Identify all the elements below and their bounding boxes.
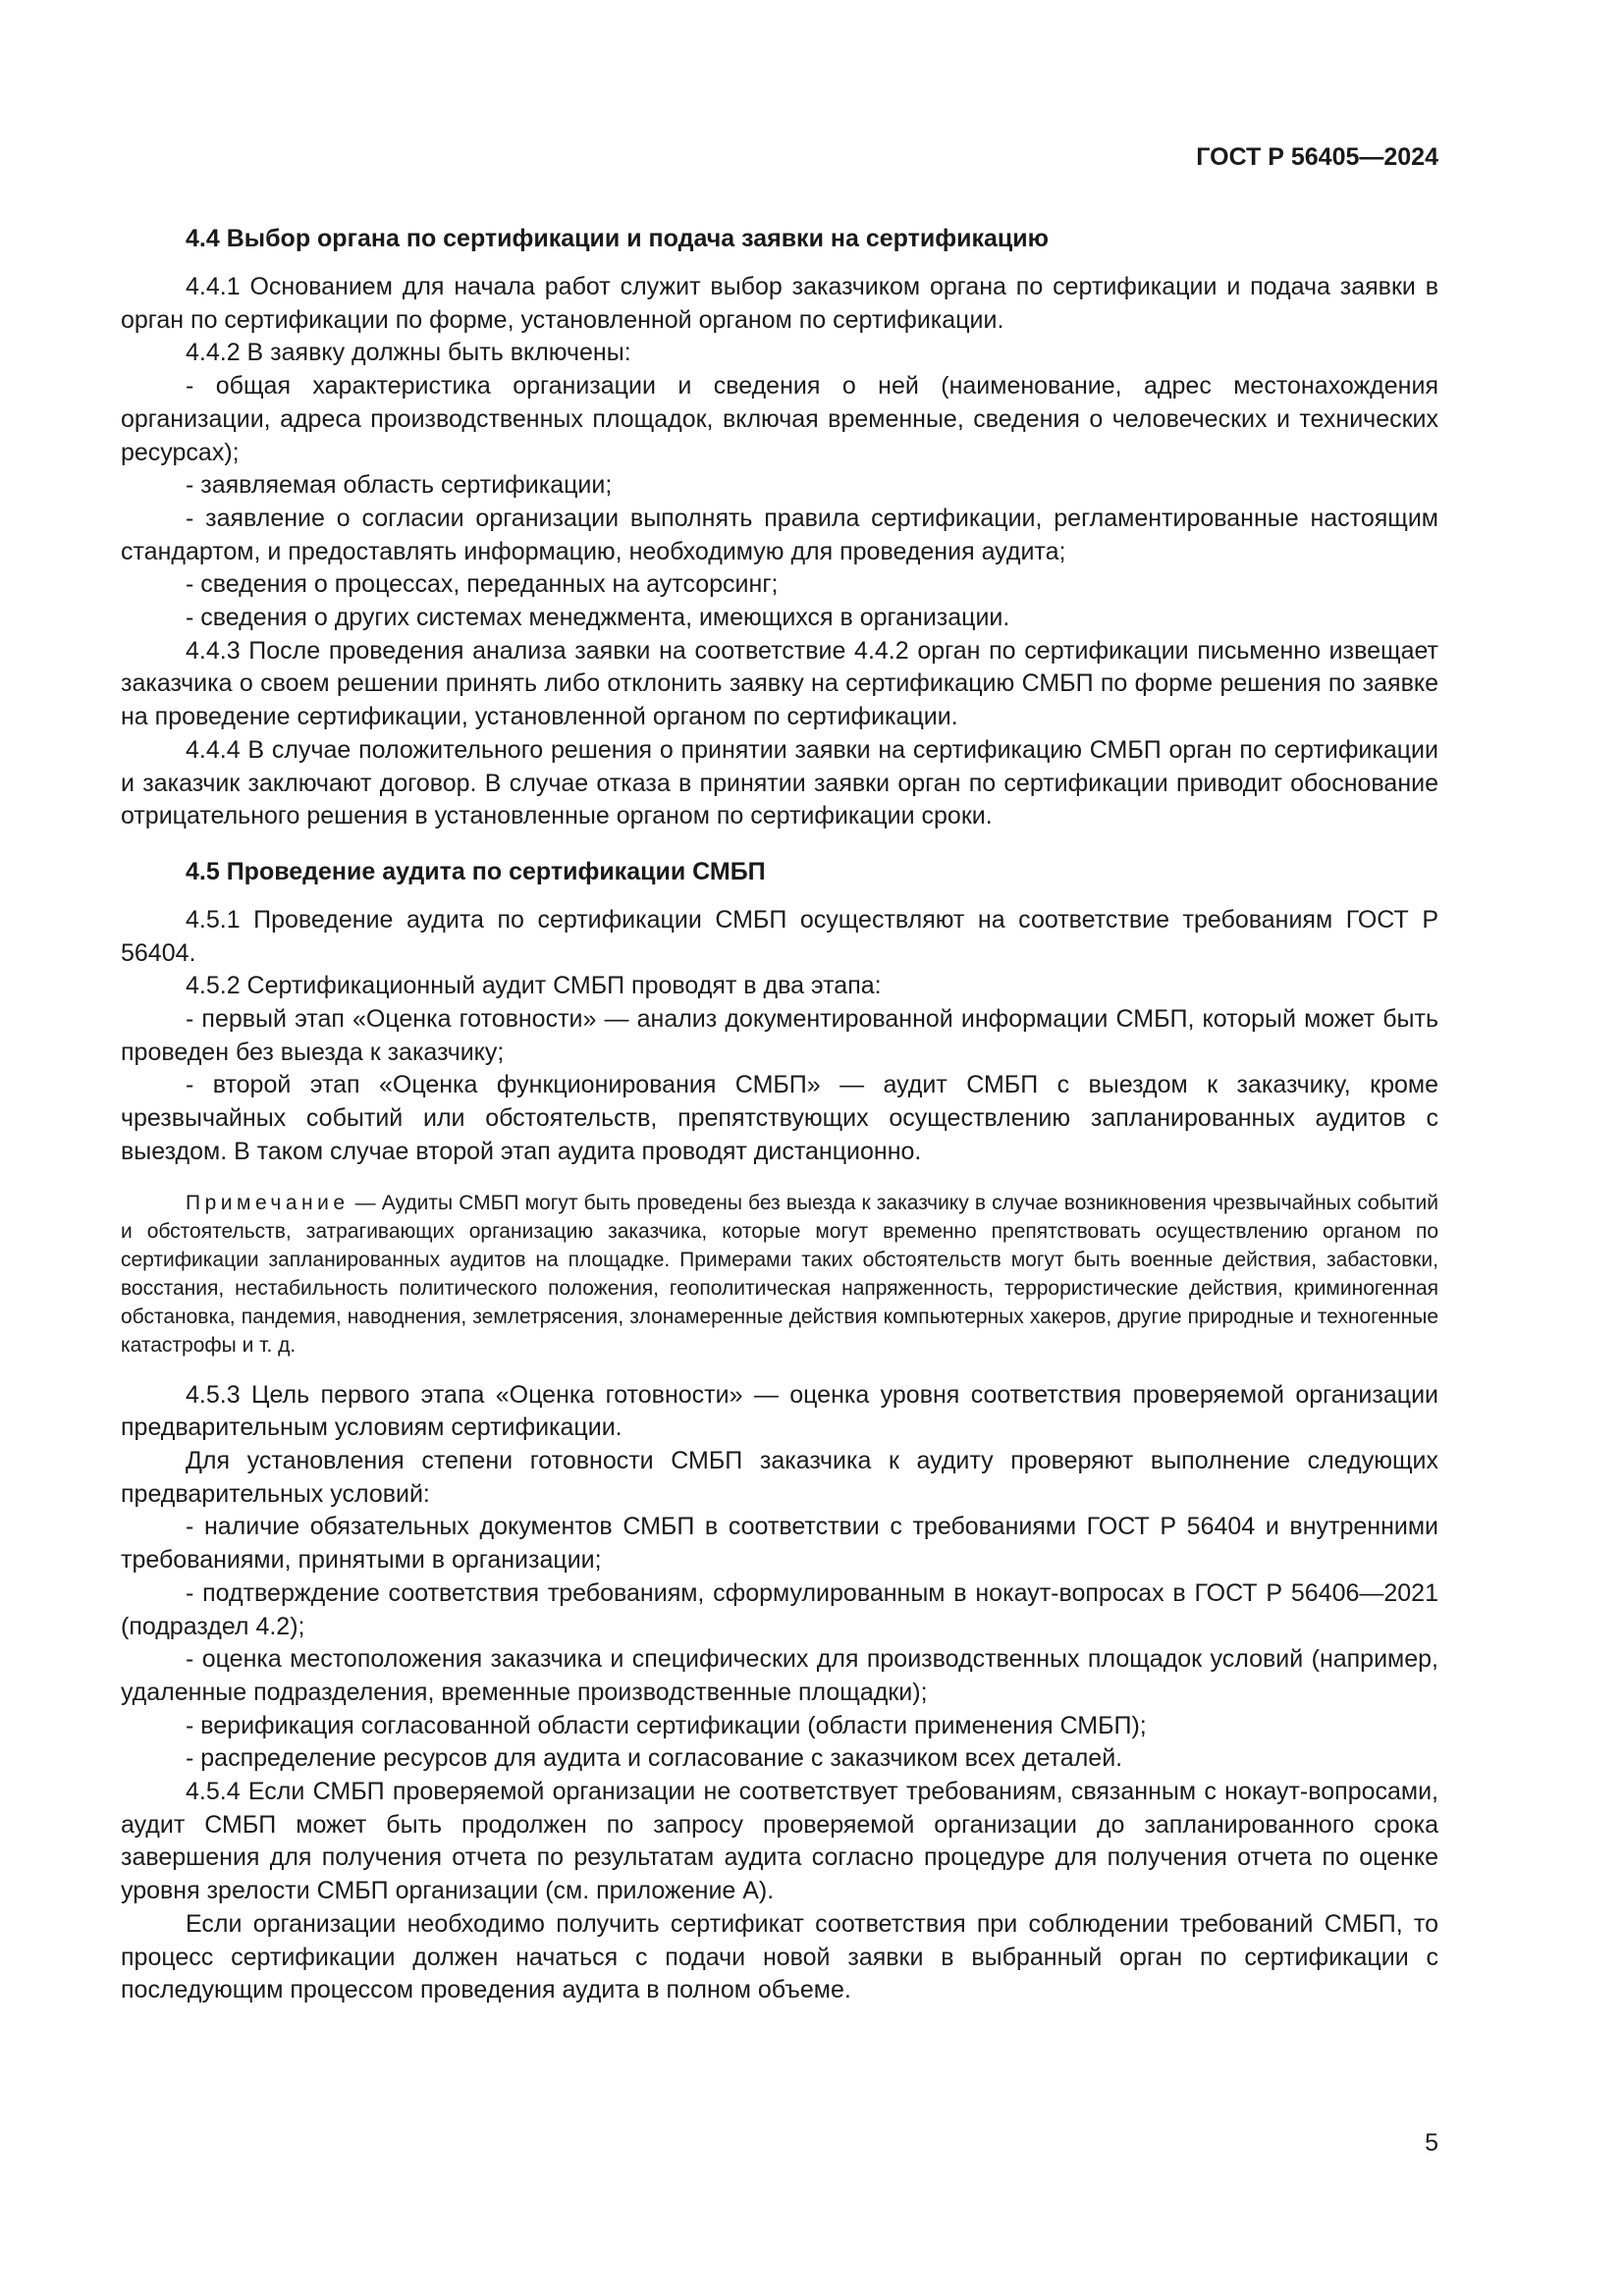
list-item: - общая характеристика организации и сведения о ней (наименование, адрес местонахождения организации, адреса производственных площадок, включая временные, сведения о человеческих и технических ресурсах); [121, 372, 1438, 466]
section-heading-4-4: 4.4 Выбор органа по сертификации и подача заявки на сертификацию [186, 225, 1049, 252]
list-item: - верификация согласованной области сертификации (области применения СМБП); [186, 1711, 1147, 1739]
note-label: Примечание [186, 1191, 350, 1214]
list-item: - оценка местоположения заказчика и специфических для производственных площадок условий (например, удаленные подразделения, временные производственные площадки); [121, 1645, 1438, 1706]
paragraph-new-application: Если организации необходимо получить сертификат соответствия при соблюдении требований СМБП, то процесс сертификации должен начаться с подачи новой заявки в выбранный орган по сертификации с последующим процессом проведения аудита в полном объеме. [121, 1909, 1438, 2004]
list-item: - второй этап «Оценка функционирования СМБП» — аудит СМБП с выездом к заказчику, кроме чрезвычайных событий или обстоятельств, препятствующих осуществлению запланированных аудитов с выездом. В таком случае второй этап аудита проводят дистанционно. [121, 1071, 1438, 1165]
paragraph-4-5-4: 4.5.4 Если СМБП проверяемой организации не соответствует требованиям, связанным с нокаут-вопросами, аудит СМБП может быть продолжен по запросу проверяемой организации до запланированного срока завершения для получения отчета по результатам аудита согласно процедуре для получения отчета по оценке уровня зрелости СМБП организации (см. приложение А). [121, 1778, 1438, 1905]
list-item: - распределение ресурсов для аудита и согласование с заказчиком всех деталей. [186, 1744, 1123, 1773]
paragraph-4-4-1: 4.4.1 Основанием для начала работ служит выбор заказчиком органа по сертификации и подача заявки в орган по сертификации по форме, установленной органом по сертификации. [121, 273, 1438, 334]
note-block [121, 1189, 1438, 1360]
list-item: - сведения о процессах, переданных на аутсорсинг; [186, 570, 779, 599]
paragraph-4-5-2: 4.5.2 Сертификационный аудит СМБП проводят в два этапа: [186, 972, 882, 1000]
list-item: - заявление о согласии организации выполнять правила сертификации, регламентированные настоящим стандартом, и предоставлять информацию, необходимую для проведения аудита; [121, 504, 1438, 565]
paragraph-preconditions: Для установления степени готовности СМБП заказчика к аудиту проверяют выполнение следующих предварительных условий: [121, 1446, 1438, 1508]
list-item: - сведения о других системах менеджмента, имеющихся в организации. [186, 604, 1010, 632]
list-item: - заявляемая область сертификации; [186, 471, 613, 500]
document-page [121, 142, 1438, 2007]
paragraph-4-4-3: 4.4.3 После проведения анализа заявки на соответствие 4.4.2 орган по сертификации письменно извещает заказчика о своем решении принять либо отклонить заявку на сертификацию СМБП по форме решения по заявке на проведение сертификации, установленной органом по сертификации. [121, 636, 1438, 731]
list-item: - подтверждение соответствия требованиям, сформулированным в нокаут-вопросах в ГОСТ Р 56406—2021 (подраздел 4.2); [121, 1578, 1438, 1640]
paragraph-4-4-4: 4.4.4 В случае положительного решения о принятии заявки на сертификацию СМБП орган по сертификации и заказчик заключают договор. В случае отказа в принятии заявки орган по сертификации приводит обоснование отрицательного решения в установленные органом по сертификации сроки. [121, 735, 1438, 830]
paragraph-4-4-2: 4.4.2 В заявку должны быть включены: [186, 339, 631, 367]
paragraph-4-5-1: 4.5.1 Проведение аудита по сертификации СМБП осуществляют на соответствие требованиям ГОСТ Р 56404. [121, 905, 1438, 967]
document-header: ГОСТ Р 56405—2024 [1196, 143, 1438, 171]
paragraph-4-5-3: 4.5.3 Цель первого этапа «Оценка готовности» — оценка уровня соответствия проверяемой организации предварительным условиям сертификации. [121, 1380, 1438, 1442]
section-heading-4-5: 4.5 Проведение аудита по сертификации СМБП [186, 857, 766, 885]
list-item: - первый этап «Оценка готовности» — анализ документированной информации СМБП, который может быть проведен без выезда к заказчику; [121, 1005, 1438, 1066]
note-text: — Аудиты СМБП могут быть проведены без выезда к заказчику в случае возникновения чрезвычайных событий и обстоятельств, затрагивающих организацию заказчика, которые могут временно препятствовать осуществлению органом по сертификации запланированных аудитов на площадке. Примерами таких обстоятельств могут быть военные действия, забастовки, восстания, нестабильность политического положения, геополитическая напряженность, террористические действия, криминогенная обстановка, пандемия, наводнения, землетрясения, злонамеренные действия компьютерных хакеров, другие природные и техногенные катастрофы и т. д. [121, 1191, 1438, 1357]
list-item: - наличие обязательных документов СМБП в соответствии с требованиями ГОСТ Р 56404 и внутренними требованиями, принятыми в организации; [121, 1513, 1438, 1575]
page-number: 5 [1425, 2129, 1438, 2157]
